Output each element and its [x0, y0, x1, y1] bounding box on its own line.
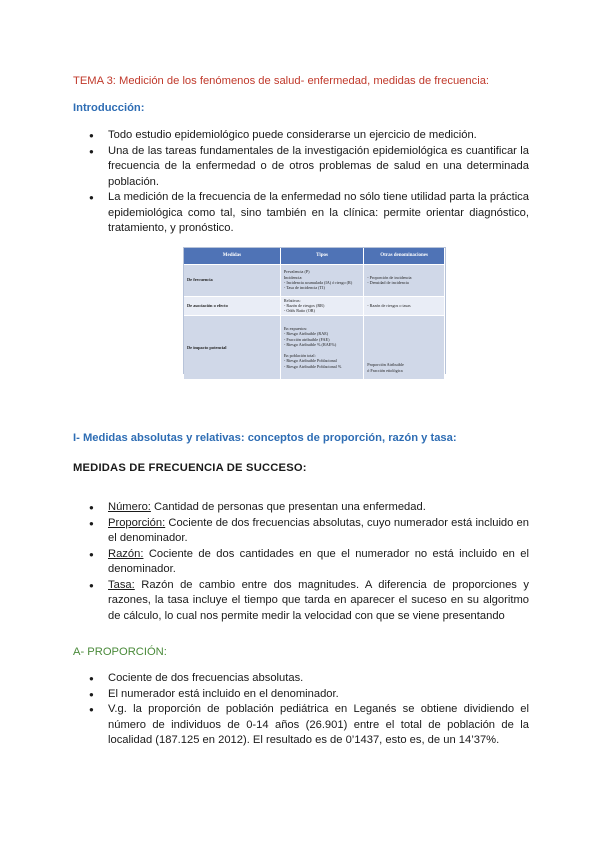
- table-cell-other: [364, 315, 445, 379]
- table-cell-line: Proporción Atribuible: [367, 362, 404, 368]
- list-item: [89, 547, 529, 578]
- table-cell-name: De impacto potencial: [184, 315, 280, 379]
- table-cell-line: - Fracción atribuible (FAE): [283, 336, 330, 342]
- list-item: ● Cociente de dos frecuencias absolutas.: [89, 671, 529, 687]
- intro-heading: Introducción:: [73, 102, 145, 114]
- list-item: ● La medición de la frecuencia de la enfermedad no sólo tiene utilidad parta la práctica epidemiológica como tal, sino también en la clínica: permite orientar diagnóstico, tratamiento, y pronóstico.: [89, 190, 529, 237]
- table-cell-line: Prevalencia (P): [283, 269, 310, 275]
- term-numero: Número:: [108, 501, 151, 513]
- table-cell-line: Incidencia:: [283, 274, 303, 280]
- table-cell-other: [364, 264, 445, 296]
- intro-bullet-list: [89, 128, 529, 237]
- table-row: [184, 315, 445, 379]
- list-item: ● El numerador está incluido en el denominador.: [89, 687, 529, 703]
- table-cell-line: En población total:: [283, 352, 316, 358]
- term-proporcion: Proporción:: [108, 516, 166, 529]
- table-cell-name: De asociación o efecto: [184, 296, 280, 315]
- table-header-other: Otras denominaciones: [364, 248, 445, 264]
- section1-heading: I- Medidas absolutas y relativas: conceptos de proporción, razón y tasa:: [73, 432, 457, 444]
- table-header-types: Tipos: [280, 248, 363, 264]
- document-title: TEMA 3: Medición de los fenómenos de salud- enfermedad, medidas de frecuencia:: [73, 75, 490, 87]
- list-item: [89, 516, 529, 547]
- table-cell-line: - Riesgo Atribuible % (RAE%): [283, 342, 337, 348]
- list-item: [89, 578, 529, 625]
- table-cell-name: De frecuencia: [184, 264, 280, 296]
- table-cell-line: - Riesgo Atribuible Poblacional: [283, 358, 337, 364]
- definition-text: Cociente de dos frecuencias absolutas, cuyo numerador está incluido en el denominador.: [108, 516, 529, 544]
- section1-subheading: MEDIDAS DE FRECUENCIA DE SUCCESO:: [73, 462, 307, 474]
- table-cell-line: - Riesgo Atribuible (RAE): [283, 331, 329, 337]
- section2-bullet-list: [89, 671, 529, 749]
- table-cell-line: En expuestos:: [283, 325, 308, 331]
- table-header-measures: Medidas: [184, 248, 280, 264]
- table-row: [184, 264, 445, 296]
- table-cell-line: ó Fracción etiológica: [367, 367, 403, 373]
- list-item: ● Todo estudio epidemiológico puede considerarse un ejercicio de medición.: [89, 128, 529, 144]
- section2-heading: A- PROPORCIÓN:: [73, 646, 167, 658]
- table-cell-line: - Razón de riesgos (RR): [283, 302, 325, 308]
- table-cell-other: [364, 296, 445, 315]
- term-razon: Razón:: [108, 547, 144, 560]
- table-cell-line: - Incidencia acumulada (IA) ó riesgo (R): [283, 280, 353, 285]
- table-cell-line: - Proporción de incidencia: [367, 274, 412, 280]
- list-item: ● Una de las tareas fundamentales de la investigación epidemiológica es cuantificar la frecuencia de la enfermedad o de otros problemas de salud en una determinada población.: [89, 144, 529, 191]
- definition-text: Razón de cambio entre dos magnitudes. A diferencia de proporciones y razones, la tasa incluye el tiempo que tarda en aparecer el suceso en su algoritmo de cálculo, lo cual nos permite medir la velocidad con que se viene presentando: [108, 578, 529, 622]
- table-cell-line: - Densidad de incidencia: [367, 280, 409, 285]
- list-item: [89, 500, 529, 516]
- list-item: ● V.g. la proporción de población pediátrica en Leganés se obtiene dividiendo el número de individuos de 0-14 años (26.901) entre el total de población de la localidad (187.125 en 2012). El resultado es de 0’1437, esto es, de un 14’37%.: [89, 702, 529, 749]
- table-cell-types: [280, 315, 363, 379]
- definition-text: Cociente de dos cantidades en que el numerador no está incluido en el denominador.: [108, 547, 529, 575]
- table-cell-line: - Tasa de incidencia (TI): [283, 285, 325, 291]
- table-cell-line: - Odds Ratio (OR): [283, 308, 315, 314]
- table-cell-line: Relativas:: [283, 297, 301, 303]
- table-cell-line: - Razón de riesgos o tasas: [367, 302, 411, 308]
- table-row: [184, 296, 445, 315]
- section1-bullet-list: [89, 500, 529, 624]
- table-cell-line: - Riesgo Atribuible Poblacional %: [283, 363, 342, 369]
- table-cell-types: [280, 296, 363, 315]
- table-cell-types: [280, 264, 363, 296]
- definition-text: Cantidad de personas que presentan una enfermedad.: [150, 501, 426, 513]
- measures-table-image: [183, 247, 446, 374]
- term-tasa: Tasa:: [108, 578, 135, 591]
